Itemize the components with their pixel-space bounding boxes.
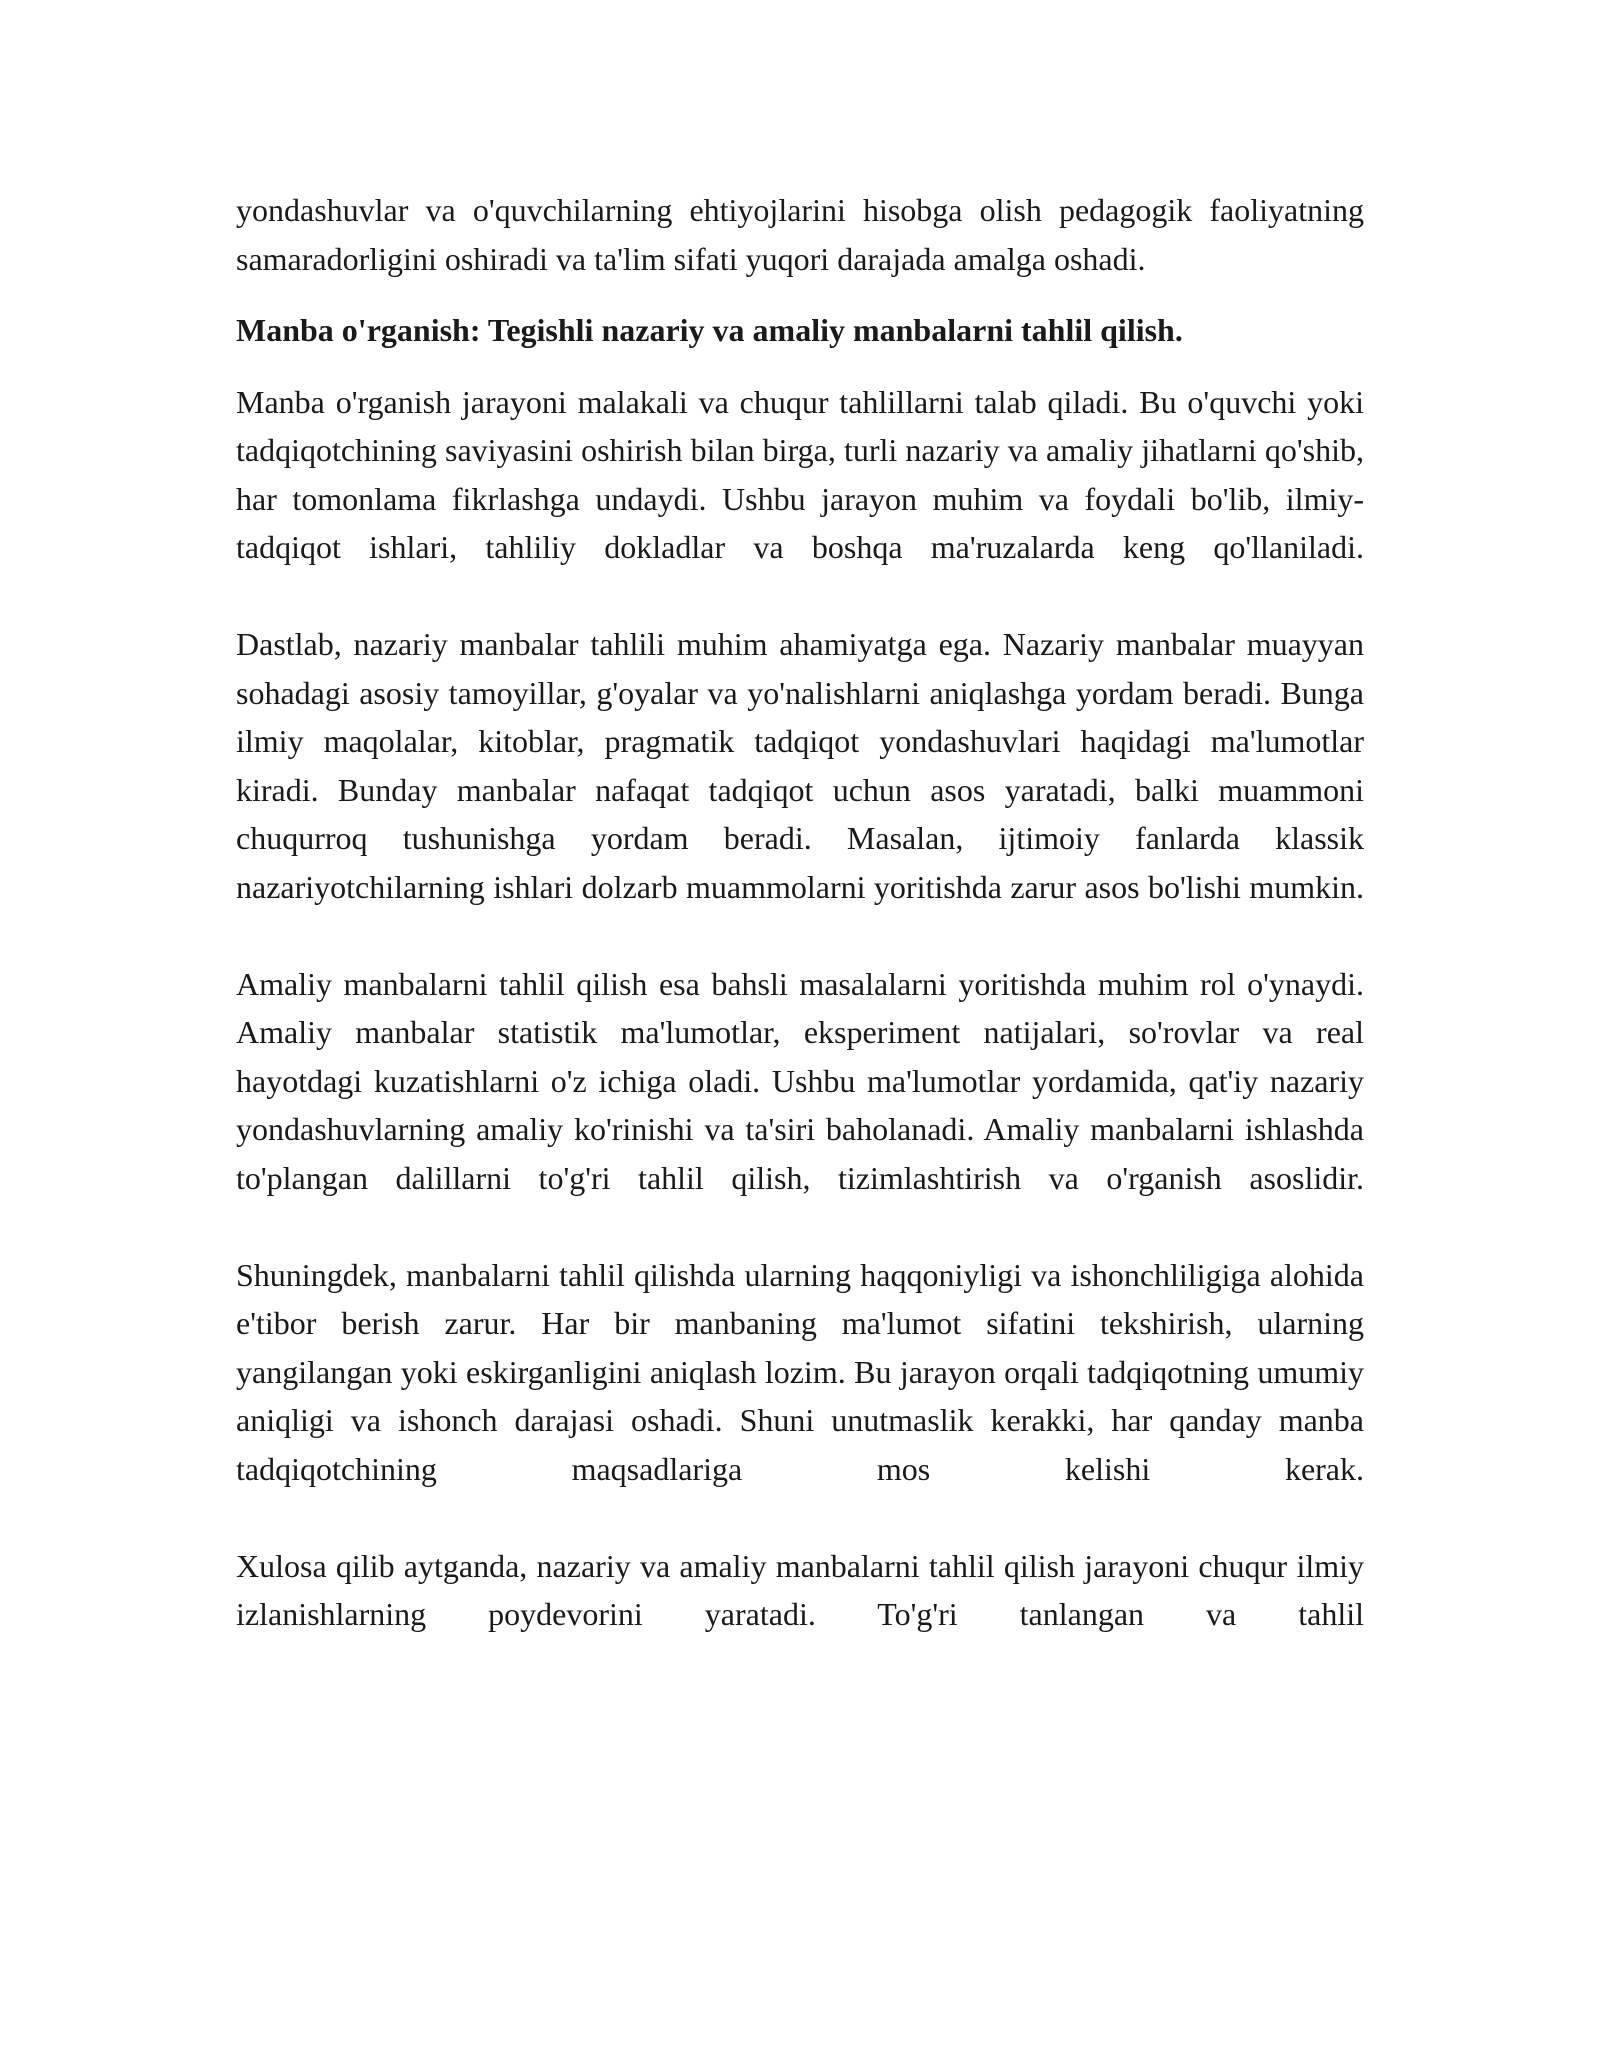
paragraph-2: Dastlab, nazariy manbalar tahlili muhim ahamiyatga ega. Nazariy manbalar muayyan sohadagi asosiy tamoyillar, g'oyalar va yo'nalishlarni aniqlashga yordam beradi. Bunga ilmiy maqolalar, kitoblar, pragmatik tadqiqot yondashuvlari haqidagi ma'lumotlar kiradi. Bunday manbalar nafaqat tadqiqot uchun asos yaratadi, balki muammoni chuqurroq tushunishga yordam beradi. Masalan, ijtimoiy fanlarda klassik nazariyotchilarning ishlari dolzarb muammolarni yoritishda zarur asos bo'lishi mumkin. (236, 626, 1364, 905)
document-page (236, 186, 1364, 1639)
paragraph-3: Amaliy manbalarni tahlil qilish esa bahsli masalalarni yoritishda muhim rol o'ynaydi. Amaliy manbalar statistik ma'lumotlar, eksperiment natijalari, so'rovlar va real hayotdagi kuzatishlarni o'z ichiga oladi. Ushbu ma'lumotlar yordamida, qat'iy nazariy yondashuvlarning amaliy ko'rinishi va ta'siri baholanadi. Amaliy manbalarni ishlashda to'plangan dalillarni to'g'ri tahlil qilish, tizimlashtirish va o'rganish asoslidir. (236, 965, 1364, 1196)
paragraph-1: Manba o'rganish jarayoni malakali va chuqur tahlillarni talab qiladi. Bu o'quvchi yoki tadqiqotchining saviyasini oshirish bilan birga, turli nazariy va amaliy jihatlarni qo'shib, har tomonlama fikrlashga undaydi. Ushbu jarayon muhim va foydali bo'lib, ilmiy-tadqiqot ishlari, tahliliy dokladlar va boshqa ma'ruzalarda keng qo'llaniladi. (236, 383, 1364, 565)
paragraph-gap (236, 911, 1364, 960)
intro-paragraph: yondashuvlar va o'quvchilarning ehtiyojlarini hisobga olish pedagogik faoliyatning samaradorligini oshiradi va ta'lim sifati yuqori darajada amalga oshadi. (236, 192, 1364, 277)
paragraph-4: Shuningdek, manbalarni tahlil qilishda ularning haqqoniyligi va ishonchliligiga alohida e'tibor berish zarur. Har bir manbaning ma'lumot sifatini tekshirish, ularning yangilangan yoki eskirganligini aniqlash lozim. Bu jarayon orqali tadqiqotning umumiy aniqligi va ishonch darajasi oshadi. Shuni unutmaslik kerakki, har qanday manba tadqiqotchining maqsadlariga mos kelishi kerak. (236, 1256, 1364, 1487)
section-heading: Manba o'rganish: Tegishli nazariy va amaliy manbalarni tahlil qilish. (236, 312, 1183, 348)
paragraph-gap (236, 1202, 1364, 1251)
paragraph-gap (236, 572, 1364, 621)
paragraph-gap (236, 1493, 1364, 1542)
paragraph-5: Xulosa qilib aytganda, nazariy va amaliy manbalarni tahlil qilish jarayoni chuqur ilmiy izlanishlarning poydevorini yaratadi. To'g'ri tanlangan va tahlil (236, 1547, 1364, 1632)
